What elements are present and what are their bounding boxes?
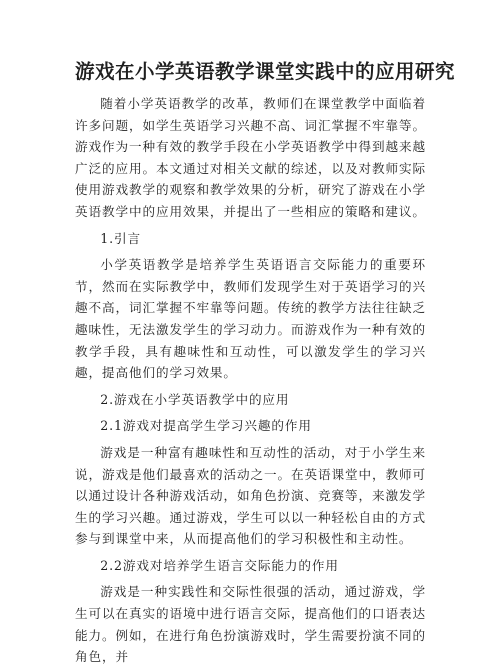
section-paragraph-communication: 游戏是一种实践性和交际性很强的活动，通过游戏，学生可以在真实的语境中进行语言交际，提高他们的口语表达能力。例如，在进行角色扮演游戏时，学生需要扮演不同的角色，并: [75, 584, 426, 665]
section-paragraph-introduction: 小学英语教学是培养学生英语语言交际能力的重要环节，然而在实际教学中，教师们发现学生对于英语学习的兴趣不高，词汇掌握不牢靠等问题。传统的教学方法往往缺乏趣味性，无法激发学生的学习动力。而游戏作为一种有效的教学手段，具有趣味性和互动性，可以激发学生的学习兴趣，提高他们的学习效果。: [75, 257, 426, 381]
section-heading-interest: 2.1游戏对提高学生学习兴趣的作用: [100, 418, 312, 434]
section-heading-communication: 2.2游戏对培养学生语言交际能力的作用: [100, 557, 339, 573]
section-heading-application: 2.游戏在小学英语教学中的应用: [100, 391, 290, 407]
abstract-paragraph: 随着小学英语教学的改革，教师们在课堂教学中面临着许多问题，如学生英语学习兴趣不高、词汇掌握不牢靠等。游戏作为一种有效的教学手段在小学英语教学中得到越来越广泛的应用。本文通过对相关文献的综述，以及对教师实际使用游戏教学的观察和教学效果的分析，研究了游戏在小学英语教学中的应用效果，并提出了一些相应的策略和建议。: [75, 96, 426, 219]
section-heading-introduction: 1.引言: [100, 230, 141, 246]
document-title: 游戏在小学英语教学课堂实践中的应用研究: [75, 60, 456, 83]
section-paragraph-interest: 游戏是一种富有趣味性和互动性的活动，对于小学生来说，游戏是他们最喜欢的活动之一。在英语课堂中，教师可以通过设计各种游戏活动，如角色扮演、竞赛等，来激发学生的学习兴趣。通过游戏，学生可以以一种轻松自由的方式参与到课堂中来，从而提高他们的学习积极性和主动性。: [75, 444, 426, 547]
